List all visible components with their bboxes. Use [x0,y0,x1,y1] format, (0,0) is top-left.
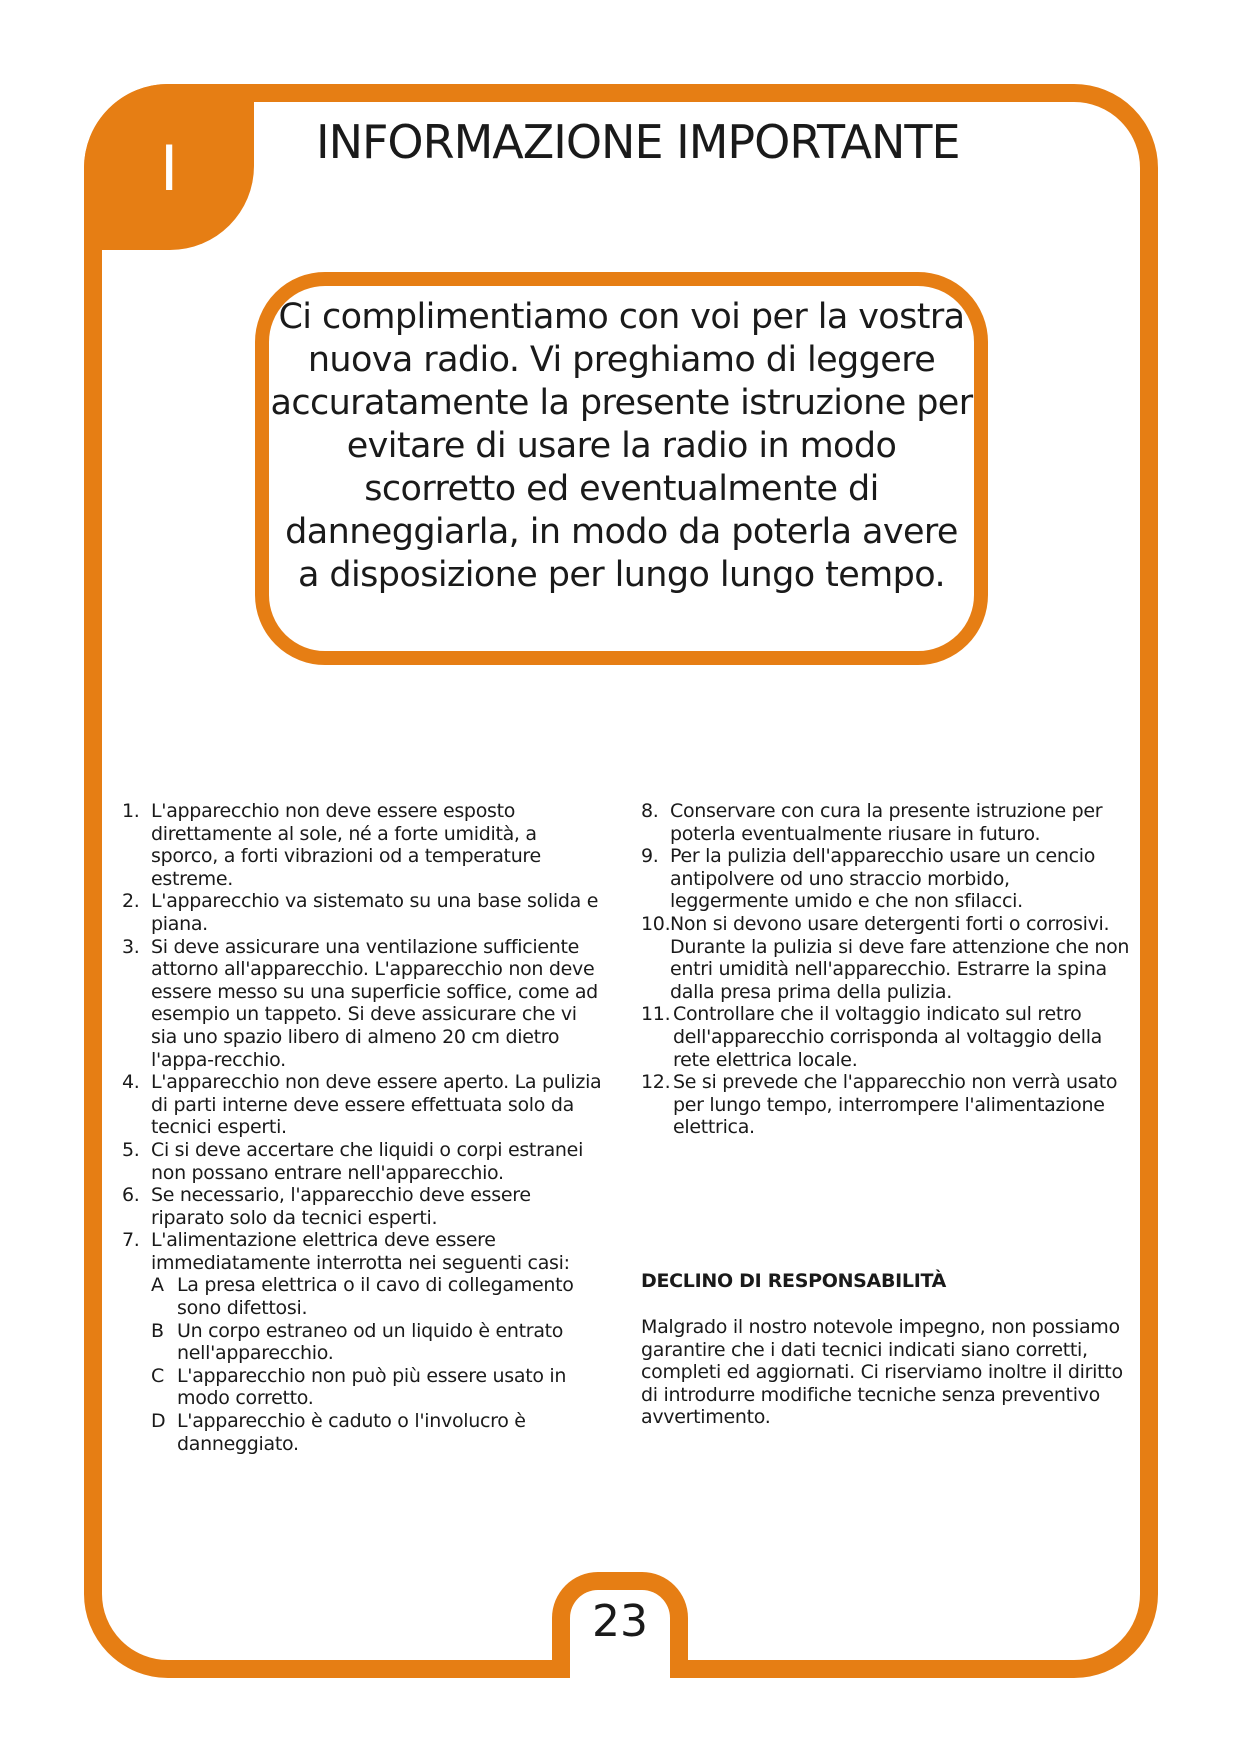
sub-item-text: L'apparecchio è caduto o l'involucro è danneggiato. [177,1410,526,1455]
instruction-text: Se necessario, l'apparecchio deve essere riparato solo da tecnici esperti. [151,1184,531,1229]
instruction-item [641,800,1131,845]
sub-item-text: L'apparecchio non può più essere usato in modo corretto. [177,1364,567,1410]
instruction-number: 3. [122,935,140,958]
sub-item-letter: B [151,1319,164,1342]
sub-item [151,1365,602,1410]
language-tab [84,84,254,250]
instruction-text: Si deve assicurare una ventilazione sufficiente attorno all'apparecchio. L'apparecchio non deve essere messo su una superficie soffice, come ad esempio un tappeto. Si deve assicurare che vi sia uno spazio libero di almeno 20 cm dietro l'appa-recchio. [151,935,598,1071]
disclaimer-title: DECLINO DI RESPONSABILITÀ [641,1270,947,1292]
instruction-text: Conservare con cura la presente istruzione per poterla eventualmente riusare in futuro. [670,800,1103,845]
sub-list [151,1274,602,1455]
instruction-number: 7. [122,1229,140,1252]
instruction-text: Controllare che il voltaggio indicato sul retro dell'apparecchio corrisponda al voltaggio della rete elettrica locale. [673,1003,1103,1071]
instruction-text: L'apparecchio non deve essere esposto direttamente al sole, né a forte umidità, a sporco, a forti vibrazioni od a temperature estreme. [151,800,541,890]
language-code: I [160,132,179,205]
instructions-left-column [122,800,602,1455]
instruction-number: 2. [122,890,140,913]
instruction-number: 4. [122,1071,140,1094]
instruction-number: 1. [122,800,140,822]
instructions-right-column [641,800,1131,1139]
instruction-text: L'alimentazione elettrica deve essere immediatamente interrotta nei seguenti casi: [151,1229,570,1274]
instruction-item [122,1229,602,1455]
sub-item-text: La presa elettrica o il cavo di collegamento sono difettosi. [177,1274,574,1320]
instruction-number: 5. [122,1138,140,1161]
intro-text: Ci complimentiamo con voi per la vostra nuova radio. Vi preghiamo di leggere accuratamente la presente istruzione per evitare di usare la radio in modo scorretto ed eventualmente di danneggiarla, in modo da poterla avere a disposizione per lungo lungo tempo. [270,297,973,595]
instruction-item [122,1071,602,1139]
instruction-item [122,936,602,1072]
instruction-text: L'apparecchio va sistemato su una base solida e piana. [151,890,599,935]
instruction-text: Per la pulizia dell'apparecchio usare un cencio antipolvere od uno straccio morbido, leggermente umido e che non sfilacci. [670,845,1096,913]
instruction-text: L'apparecchio non deve essere aperto. La pulizia di parti interne deve essere effettuata solo da tecnici esperti. [151,1071,602,1139]
instruction-item [122,890,602,935]
instruction-number: 9. [641,845,659,868]
instruction-text: Se si prevede che l'apparecchio non verrà usato per lungo tempo, interrompere l'alimentazione elettrica. [673,1071,1118,1139]
instruction-item [641,1003,1131,1071]
disclaimer-text: Malgrado il nostro notevole impegno, non possiamo garantire che i dati tecnici indicati siano corretti, completi ed aggiornati. Ci riserviamo inoltre il diritto di introdurre modifiche tecniche senza preventivo avvertimento. [641,1316,1123,1429]
page-number: 23 [592,1596,648,1647]
sub-item-letter: C [151,1364,164,1387]
instruction-number: 12. [641,1071,671,1094]
instruction-number: 8. [641,800,659,822]
instruction-item [641,1071,1131,1139]
instruction-item [641,845,1131,913]
instruction-item [122,1184,602,1229]
instruction-number: 10. [641,912,671,935]
sub-item-letter: A [151,1274,164,1297]
instruction-item [122,1139,602,1184]
page-title: INFORMAZIONE IMPORTANTE [316,115,960,169]
instruction-text: Ci si deve accertare che liquidi o corpi estranei non possano entrare nell'apparecchio. [151,1138,584,1184]
instruction-number: 6. [122,1184,140,1207]
sub-item [151,1320,602,1365]
instruction-number: 11. [641,1003,671,1026]
sub-item [151,1274,602,1319]
sub-item-text: Un corpo estraneo od un liquido è entrato nell'apparecchio. [177,1319,564,1365]
instruction-text: Non si devono usare detergenti forti o corrosivi. Durante la pulizia si deve fare attenzione che non entri umidità nell'apparecchio. Estrarre la spina dalla presa prima della pulizia. [670,912,1130,1003]
sub-item-letter: D [151,1410,166,1433]
sub-item [151,1410,602,1455]
instruction-item [641,913,1131,1003]
instruction-item [122,800,602,890]
